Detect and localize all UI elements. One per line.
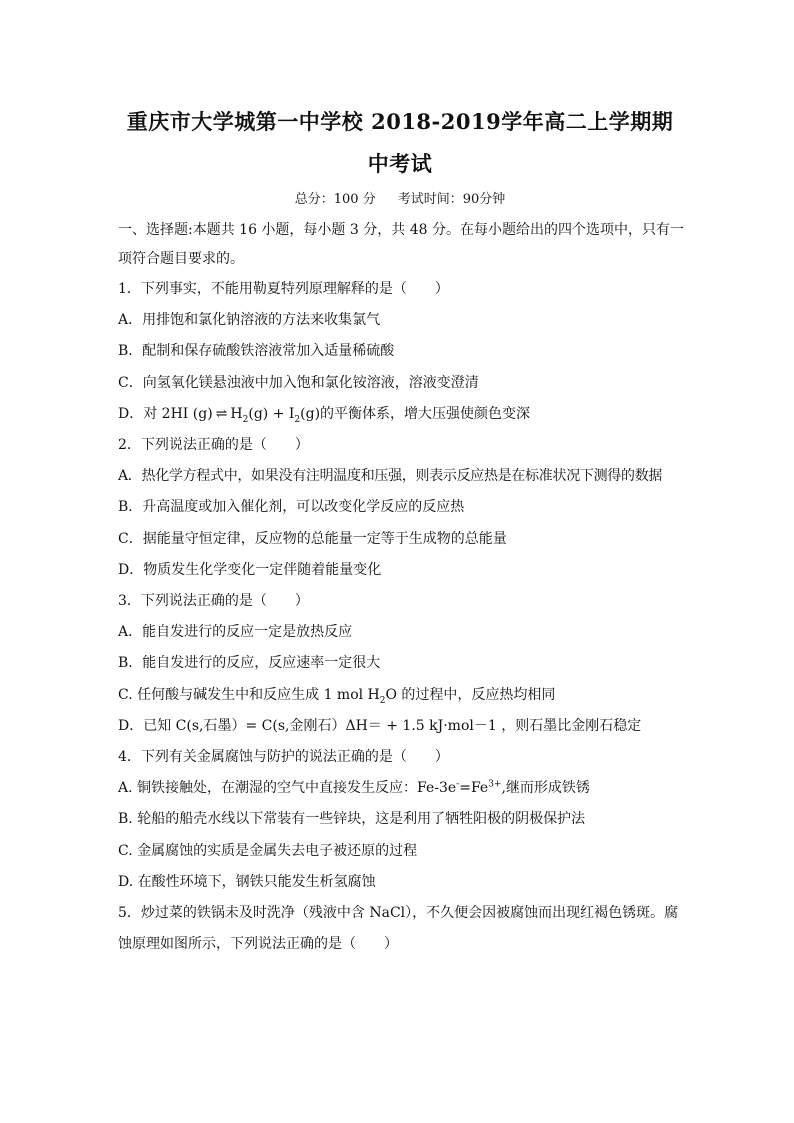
question-stem: 2．下列说法正确的是（ ） [118,437,309,454]
option-a: A．热化学方程式中，如果没有注明温度和压强，则表示反应热是在标准状况下测得的数据 [118,468,663,485]
option-d: D．已知 C(s,石墨）= C(s,金刚石）ΔH＝ + 1.5 kJ·mol－1 ，则石墨比金刚石稳定 [118,717,642,734]
exam-meta [118,190,682,210]
page-title: 重庆市大学城第一中学校 2018-2019学年高二上学期期中考试 [126,109,674,176]
superscript: - [456,779,460,790]
option-a: A．能自发进行的反应一定是放热反应 [118,624,353,641]
equilibrium-arrow: ⇌ [215,405,228,422]
option-c: C. 金属腐蚀的实质是金属失去电子被还原的过程 [118,842,418,859]
option-c [118,680,682,711]
option-text: (g)的平衡体系，增大压强使颜色变深 [300,405,531,422]
option-b: B．升高温度或加入催化剂，可以改变化学反应的反应热 [118,499,465,516]
option-a: A．用排饱和氯化钠溶液的方法来收集氯气 [118,312,381,329]
section-intro-line: 项符合题目要求的。 [118,251,244,267]
option-text: ,继而形成铁锈 [501,780,590,797]
option-b: B. 轮船的船壳水线以下常装有一些锌块，这是利用了牺牲阳极的阴极保护法 [118,811,586,828]
option-d: D．物质发生化学变化一定伴随着能量变化 [118,561,382,578]
option-d: D. 在酸性环境下，钢铁只能发生析氢腐蚀 [118,873,376,890]
total-score: 总分：100 分 [294,192,376,207]
subscript: 2 [379,695,386,706]
question-stem: 4．下列有关金属腐蚀与防护的说法正确的是（ ） [118,749,449,766]
question-stem: 5．炒过菜的铁锅未及时洗净（残液中含 NaCl），不久便会因被腐蚀而出现红褐色锈斑。腐 [118,905,679,922]
subscript: 2 [294,414,301,425]
question-stem: 3．下列说法正确的是（ ） [118,593,309,610]
superscript: 3+ [488,779,502,790]
option-text: H [230,405,243,422]
option-text: D．对 2HI (g) [118,405,213,422]
subscript: 2 [242,414,249,425]
section-intro-line: 一、选择题:本题共 16 小题，每小题 3 分，共 48 分。在每小题给出的四个选项中，只有一 [118,222,684,238]
option-text: O 的过程中，反应热均相同 [385,686,556,703]
option-c: C．据能量守恒定律，反应物的总能量一定等于生成物的总能量 [118,530,507,547]
option-text: A. 铜铁接触处，在潮湿的空气中直接发生反应：Fe-3e [118,780,457,797]
option-a [118,773,682,804]
option-b: B．配制和保存硫酸铁溶液常加入适量稀硫酸 [118,343,395,360]
option-b: B．能自发进行的反应，反应速率一定很大 [118,655,381,672]
option-text: =Fe [459,780,489,797]
option-text: C. 任何酸与碱发生中和反应生成 1 mol H [118,686,380,703]
exam-body [118,216,682,960]
question-stem: 蚀原理如图所示，下列说法正确的是（ ） [118,936,398,953]
option-c: C．向氢氧化镁悬浊液中加入饱和氯化铵溶液，溶液变澄清 [118,374,479,391]
question-stem: 1．下列事实，不能用勒夏特列原理解释的是（ ） [118,281,449,297]
option-text: (g) + I [248,405,295,422]
exam-time: 考试时间：90分钟 [397,192,506,207]
option-d [118,399,682,430]
